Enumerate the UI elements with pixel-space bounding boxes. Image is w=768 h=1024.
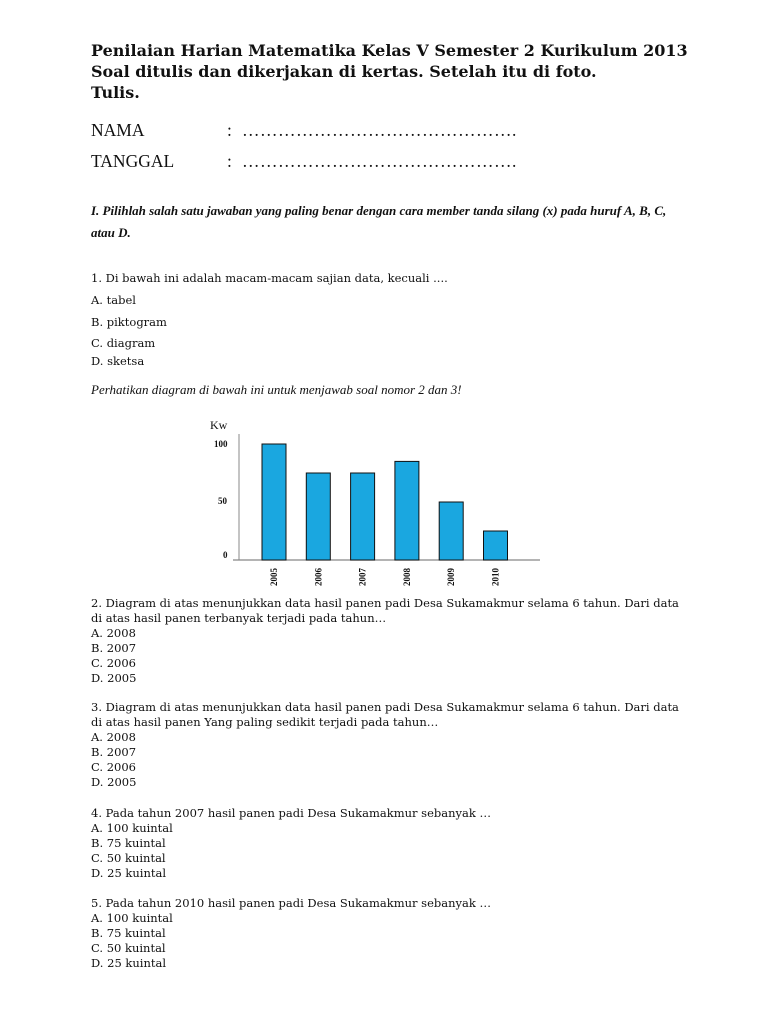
question-stem: 2. Diagram di atas menunjukkan data hasil panen padi Desa Sukamakmur selama 6 tahun. Dari data di atas hasil panen terbanyak terjadi pada tahun… — [91, 596, 683, 625]
y-tick-100: 100 — [214, 439, 228, 449]
date-colon: : — [227, 151, 232, 171]
option-b: B. 2007 — [91, 641, 137, 655]
option-d: D. 2005 — [91, 671, 137, 685]
question-stem: 3. Diagram di atas menunjukkan data hasil panen padi Desa Sukamakmur selama 6 tahun. Dari data di atas hasil panen Yang paling sedikit terjadi pada tahun… — [91, 700, 683, 729]
harvest-bar-chart — [205, 410, 550, 590]
question-3 — [91, 700, 681, 790]
chart-svg — [205, 410, 550, 590]
x-tick-2010: 2010 — [490, 568, 501, 586]
x-tick-labels — [269, 568, 501, 587]
option-b: B. 75 kuintal — [91, 926, 166, 940]
y-tick-0: 0 — [223, 550, 228, 560]
option-c: C. 2006 — [91, 760, 136, 774]
x-tick-2009: 2009 — [446, 568, 457, 586]
name-colon: : — [227, 120, 232, 140]
option-b: B. 2007 — [91, 745, 137, 759]
option-a: A. tabel — [91, 293, 136, 307]
bar-2007 — [351, 473, 375, 560]
option-d: D. sketsa — [91, 354, 145, 368]
question-4 — [91, 806, 681, 881]
option-b: B. 75 kuintal — [91, 836, 166, 850]
question-stem: 5. Pada tahun 2010 hasil panen padi Desa Sukamakmur sebanyak … — [91, 896, 491, 910]
chart-note: Perhatikan diagram di bawah ini untuk menjawab soal nomor 2 dan 3! — [91, 382, 462, 397]
date-label: TANGGAL — [91, 151, 175, 171]
option-a: A. 2008 — [91, 730, 136, 744]
option-a: A. 100 kuintal — [91, 911, 173, 925]
instruction-text: I. Pilihlah salah satu jawaban yang paling benar dengan cara member tanda silang (x) pada huruf A, B, C, atau D. — [91, 203, 667, 240]
x-tick-2006: 2006 — [313, 568, 324, 586]
option-d: D. 25 kuintal — [91, 956, 167, 970]
option-c: C. 50 kuintal — [91, 941, 166, 955]
x-tick-2007: 2007 — [357, 568, 368, 586]
header-subtitle: Soal ditulis dan dikerjakan di kertas. Setelah itu di foto. — [91, 62, 597, 81]
worksheet-header — [91, 40, 731, 103]
bar-2006 — [306, 473, 330, 560]
option-a: A. 100 kuintal — [91, 821, 173, 835]
option-c: C. diagram — [91, 336, 156, 350]
x-tick-2005: 2005 — [269, 568, 279, 586]
bar-2008 — [395, 461, 419, 560]
question-1 — [91, 267, 681, 368]
option-a: A. 2008 — [91, 626, 136, 640]
question-stem: 4. Pada tahun 2007 hasil panen padi Desa Sukamakmur sebanyak … — [91, 806, 491, 820]
header-title: Penilaian Harian Matematika Kelas V Semester 2 Kurikulum 2013 — [91, 41, 688, 60]
bar-series — [262, 444, 508, 560]
option-c: C. 2006 — [91, 656, 136, 670]
option-d: D. 2005 — [91, 775, 137, 789]
x-tick-2008: 2008 — [401, 568, 412, 586]
bar-2010 — [484, 531, 508, 560]
option-d: D. 25 kuintal — [91, 866, 167, 880]
option-b: B. piktogram — [91, 315, 167, 329]
date-blank: ………………………………………. — [242, 151, 517, 171]
y-tick-50: 50 — [218, 496, 227, 506]
question-2 — [91, 596, 681, 686]
name-label: NAMA — [91, 120, 145, 140]
y-axis-label: Kw — [210, 418, 228, 432]
bar-2009 — [439, 502, 463, 560]
option-c: C. 50 kuintal — [91, 851, 166, 865]
bar-2005 — [262, 444, 286, 560]
name-blank: ………………………………………. — [242, 120, 517, 140]
header-tulis: Tulis. — [91, 83, 140, 102]
question-stem: 1. Di bawah ini adalah macam-macam sajian data, kecuali .... — [91, 271, 448, 285]
question-5 — [91, 896, 681, 971]
